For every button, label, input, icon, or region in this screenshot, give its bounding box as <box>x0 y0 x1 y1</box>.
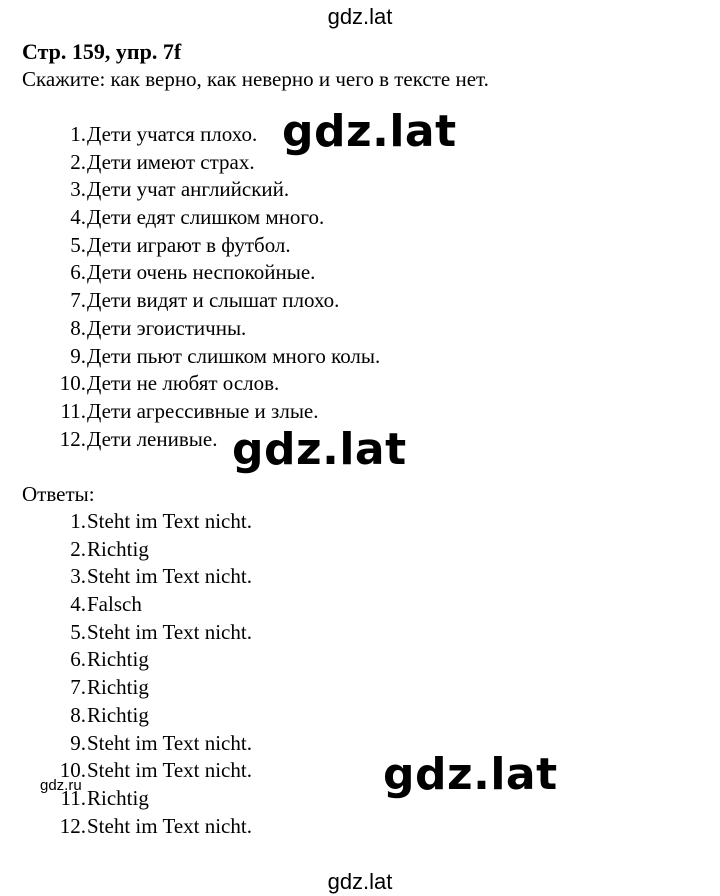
item-number: 12. <box>59 813 86 838</box>
item-number: 11. <box>60 785 86 810</box>
question-text: Дети видят и слышат плохо. <box>87 288 340 313</box>
answer-text: Richtig <box>87 675 149 700</box>
item-number: 7. <box>70 675 86 700</box>
item-number: 2. <box>70 149 86 174</box>
answer-text: Richtig <box>87 536 149 561</box>
item-number: 3. <box>70 564 86 589</box>
item-number: 1. <box>70 122 86 146</box>
item-number: 8. <box>70 702 86 727</box>
item-number: 8. <box>70 315 86 340</box>
watermark-small: gdz.ru <box>40 777 82 794</box>
question-text: Дети очень неспокойные. <box>87 260 316 285</box>
item-number: 4. <box>70 592 86 617</box>
instruction-text: Скажите: как верно, как неверно и чего в тексте нет. <box>22 67 489 91</box>
answer-text: Falsch <box>87 592 142 617</box>
answer-text: Steht im Text nicht. <box>87 730 252 755</box>
item-number: 5. <box>70 619 86 644</box>
question-text: Дети эгоистичны. <box>87 315 247 340</box>
item-number: 10. <box>59 371 86 396</box>
answers-heading: Ответы: <box>22 482 95 506</box>
question-text: Дети учатся плохо. <box>87 122 258 146</box>
item-number: 3. <box>70 177 86 202</box>
item-number: 6. <box>70 647 86 672</box>
item-number: 10. <box>59 758 86 783</box>
watermark-top: gdz.lat <box>327 4 393 29</box>
answer-text: Richtig <box>87 647 149 672</box>
item-number: 11. <box>60 398 86 423</box>
item-number: 6. <box>70 260 86 285</box>
page-title: Стр. 159, упр. 7f <box>22 39 182 64</box>
question-text: Дети не любят ослов. <box>87 371 280 396</box>
answer-text: Richtig <box>87 702 149 727</box>
item-number: 12. <box>59 426 86 451</box>
item-number: 2. <box>70 536 86 561</box>
watermark-bottom: gdz.lat <box>327 869 393 894</box>
answer-text: Richtig <box>87 785 149 810</box>
item-number: 9. <box>70 730 86 755</box>
item-number: 1. <box>70 509 86 533</box>
watermark-overlay: gdz.lat <box>383 749 558 800</box>
item-number: 7. <box>70 288 86 313</box>
question-text: Дети агрессивные и злые. <box>87 398 319 423</box>
watermark-overlay: gdz.lat <box>232 424 407 475</box>
question-text: Дети играют в футбол. <box>87 232 291 257</box>
item-number: 4. <box>70 205 86 230</box>
answer-text: Steht im Text nicht. <box>87 509 252 533</box>
answer-text: Steht im Text nicht. <box>87 813 252 838</box>
question-text: Дети учат английский. <box>87 177 290 202</box>
item-number: 9. <box>70 343 86 368</box>
answer-text: Steht im Text nicht. <box>87 758 252 783</box>
question-text: Дети ленивые. <box>87 426 218 451</box>
question-text: Дети имеют страх. <box>87 149 255 174</box>
question-text: Дети едят слишком много. <box>87 205 325 230</box>
answer-text: Steht im Text nicht. <box>87 619 252 644</box>
answer-text: Steht im Text nicht. <box>87 564 252 589</box>
watermark-overlay: gdz.lat <box>282 106 457 157</box>
item-number: 5. <box>70 232 86 257</box>
question-text: Дети пьют слишком много колы. <box>87 343 381 368</box>
